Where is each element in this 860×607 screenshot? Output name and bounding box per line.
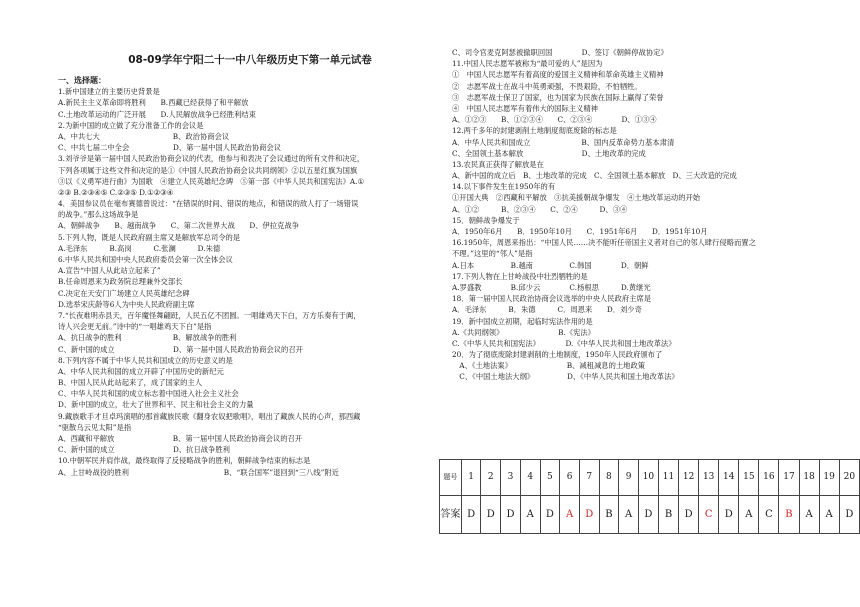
- answer-cell: D: [481, 496, 501, 534]
- right-text-line: 19．新中国成立初期，起临时宪法作用的是: [452, 316, 593, 326]
- question-number-cell: 8: [599, 460, 619, 496]
- left-text-line: A、抗日战争的胜利 B、解放战争的胜利: [58, 333, 237, 343]
- answer-cell: D: [839, 496, 859, 534]
- left-text-line: 一、选择题：: [58, 76, 106, 85]
- right-text-line: A．毛泽东 B．朱德 C．周恩来 D．刘少奇: [452, 305, 642, 315]
- left-text-line: 4．美国参议员在毫布赛德曾说过：“在错误的时间、错误的地点，和错误的敌人打了一场错误: [58, 199, 359, 209]
- right-text-line: A.日本 B.越南 C.韩国 D．朝鲜: [452, 260, 649, 270]
- left-text-line: C、中共七届二中全会 D、第一届中国人民政治协商会议: [58, 143, 282, 153]
- left-text-line: 下列各项属于这些文件和决定的是①《中国人民政治协商会议共同纲领》②以五星红旗为国旗: [58, 165, 358, 175]
- question-number-cell: 19: [819, 460, 839, 496]
- left-text-line: 3.刘爷爷是第一届中国人民政治协商会议的代表，他参与和表决了会议通过的所有文件和决定，: [58, 154, 365, 164]
- answer-cell: D: [501, 496, 521, 534]
- answer-cell: B: [658, 496, 678, 534]
- question-number-cell: 13: [699, 460, 719, 496]
- question-number-cell: 7: [579, 460, 599, 496]
- exam-title: 08-09学年宁阳二十一中八年级历史下第一单元试卷: [128, 54, 372, 66]
- left-text-line: A、西藏和平解放 B、第一届中国人民政治协商会议的召开: [58, 434, 303, 443]
- answer-value-row: [440, 496, 860, 534]
- right-text-line: 12.两千多年的封建剥削土地制度彻底废除的标志是: [452, 126, 617, 136]
- right-text-line: A．中华人民共和国成立 B、国内反革命势力基本肃清: [452, 137, 675, 147]
- answer-cell: D: [540, 496, 560, 534]
- left-text-line: 9.藏族歌手才旦卓玛演唱的那首藏族民歌《翻身农奴把歌唱》，唱出了藏族人民的心声，那西藏: [58, 411, 361, 421]
- answer-cell: A: [739, 496, 759, 534]
- right-text-line: C、司令官麦克阿瑟被撤职回国 D、签订《朝鲜停战协定》: [452, 48, 668, 57]
- right-text-line: ③ 志愿军战士保卫了国家，也为国家为民族在国际上赢得了荣誉: [452, 92, 664, 102]
- left-text-line: A、中华人民共和国的成立开辟了中国历史的新纪元: [58, 366, 224, 376]
- left-text-line: ③以《义勇军进行曲》为国歌 ④建立人民英雄纪念碑 ⑤第一部《中华人民共和国宪法》A.①: [58, 176, 365, 186]
- left-text-line: C、新中国的成立 D、第一届中国人民政治协商会议的召开: [58, 344, 303, 354]
- question-number-cell: 4: [520, 460, 540, 496]
- left-text-line: 1.新中国建立的主要历史背景是: [58, 87, 160, 97]
- question-number-cell: 11: [658, 460, 678, 496]
- answer-cell: D: [719, 496, 739, 534]
- answer-cell: D: [638, 496, 658, 534]
- question-number-cell: 14: [719, 460, 739, 496]
- answer-cell: A: [520, 496, 540, 534]
- left-text-line: 5.下列人物，既是人民政府副主席又是解放军总司令的是: [58, 232, 241, 242]
- answer-cell: C: [759, 496, 779, 534]
- left-text-line: C.土地改革运动的广泛开展 D.人民解放战争已经胜利结束: [58, 109, 256, 119]
- left-text-line: A、中共七大 B、政治协商会议: [58, 131, 230, 141]
- left-text-line: A、上甘岭战役的胜利 B、“联合国军”退回到“三八线”附近: [58, 467, 339, 477]
- question-number-cell: 20: [839, 460, 859, 496]
- left-text-line: 8.下列内容不属于中华人民共和国成立的历史意义的是: [58, 355, 233, 365]
- question-number-cell: 6: [560, 460, 580, 496]
- left-text-line: A.毛泽东 B.高岗 C.张澜 D.朱德: [58, 243, 221, 253]
- right-text-line: 13.农民真正获得了解放是在: [452, 159, 544, 169]
- left-text-line: 诗人兴会更无前。”诗中的“一唱雄鸡天下白”是指: [58, 322, 212, 332]
- answer-header: 答案: [440, 496, 462, 534]
- question-number-cell: 3: [501, 460, 521, 496]
- answer-cell: A: [799, 496, 819, 534]
- right-text-line: C、全国领土基本解放 D、土地改革的完成: [452, 148, 646, 158]
- left-text-line: B.任命周恩来为政务院总理兼外交部长: [58, 277, 183, 287]
- right-text-line: A．1950年6月 B．1950年10月 C．1951年6月 D．1951年10月: [452, 227, 708, 236]
- left-text-line: 7.“长夜难明赤县天，百年魔怪舞翩跹，人民五亿不团圆。一唱雄鸡天下白，万方乐奏有于阗，: [58, 310, 361, 320]
- right-text-line: A、①②③ B、①②③④ C、②③④ D、①③④: [452, 115, 657, 125]
- left-text-line: C.决定在天安门广场建立人民英雄纪念碑: [58, 288, 190, 298]
- answer-cell: A: [619, 496, 639, 534]
- right-text-line: A、新中国的成立后 B、土地改革的完成 C、全国领土基本解放 D、三大改造的完成: [452, 171, 737, 181]
- answer-cell: A: [819, 496, 839, 534]
- left-text-line: D、新中国的成立，壮大了世界和平、民主和社会主义的力量: [58, 400, 254, 410]
- right-column: [452, 47, 822, 383]
- left-text-line: 2.为新中国的成立做了充分准备工作的会议是: [58, 120, 204, 130]
- question-number-cell: 10: [638, 460, 658, 496]
- answer-cell: A: [560, 496, 580, 534]
- right-text-line: A、《土地法案》 B、减租减息的土地政策: [452, 361, 646, 371]
- right-text-line: A、①② B、②③④ C、②④ D、③④: [452, 204, 628, 214]
- left-text-line: “驱散乌云见太阳”是指: [58, 422, 132, 432]
- question-number-cell: 1: [461, 460, 481, 496]
- question-number-cell: 9: [619, 460, 639, 496]
- left-text-line: A.宣告“中国人从此站立起来了”: [58, 266, 161, 276]
- answer-cell: B: [779, 496, 799, 534]
- left-text-line: A、朝鲜战争 B、越南战争 C、第二次世界大战 D、伊拉克战争: [58, 221, 299, 231]
- number-header: 题号: [440, 460, 462, 496]
- question-number-cell: 18: [799, 460, 819, 496]
- left-text-line: B、中国人民从此站起来了，成了国家的主人: [58, 378, 203, 388]
- answer-number-row: [440, 460, 860, 496]
- left-text-line: 6.中华人民共和国中央人民政府委员会第一次全体会议: [58, 255, 233, 264]
- left-text-line: C、中华人民共和国的成立标志着中国进入社会主义社会: [58, 389, 239, 399]
- right-text-line: ① 中国人民志愿军有着高度的爱国主义精神和革命英雄主义精神: [452, 70, 664, 80]
- right-text-line: A.罗盛教 B.邱少云 C.杨根思 D.黄继光: [452, 282, 651, 292]
- right-text-line: 14.以下事件发生在1950年的有: [452, 182, 556, 192]
- answer-cell: D: [679, 496, 699, 534]
- answer-cell: D: [579, 496, 599, 534]
- right-text-line: 15．朝鲜战争爆发于: [452, 215, 520, 225]
- right-text-line: 不理。”这里的“邻人”是指: [452, 249, 533, 259]
- right-text-line: 20．为了彻底废除封建剥削的土地制度，1950年人民政府颁布了: [452, 350, 663, 360]
- left-text-line: D.选举宋庆龄等6人为中央人民政府副主席: [58, 299, 195, 309]
- question-number-cell: 12: [679, 460, 699, 496]
- right-text-line: 18．第一届中国人民政治协商会议选举的中央人民政府主席是: [452, 294, 652, 304]
- question-number-cell: 15: [739, 460, 759, 496]
- left-text-line: C、新中国的成立 D、抗日战争胜利: [58, 445, 230, 455]
- left-text-line: A.新民主主义革命即将胜利 B.西藏已经获得了和平解放: [58, 98, 249, 108]
- right-text-line: 17.下列人物在上甘岭战役中壮烈牺牲的是: [452, 271, 588, 281]
- question-number-cell: 16: [759, 460, 779, 496]
- question-number-cell: 17: [779, 460, 799, 496]
- right-text-line: C.《中华人民共和国宪法》 D.《中华人民共和国土地改革法》: [452, 338, 676, 348]
- right-text-line: ② 志愿军战士在战斗中英勇顽强，不畏艰险，不怕牺牲。: [452, 81, 642, 91]
- answer-cell: D: [461, 496, 481, 534]
- right-text-line: A.《共同纲领》 B.《宪法》: [452, 327, 595, 337]
- question-number-cell: 5: [540, 460, 560, 496]
- left-text-line: 的战争。”那么这场战争是: [58, 210, 139, 220]
- answer-table: [439, 459, 860, 534]
- right-text-line: C、《中国土地法大纲》 D、《中华人民共和国土地改革法》: [452, 372, 679, 382]
- answer-cell: C: [699, 496, 719, 534]
- right-text-line: ④ 中国人民志愿军有着伟大的国际主义精神: [452, 103, 598, 113]
- right-text-line: 16.1950年，周恩来指出：“中国人民……决不能听任帝国主义者对自己的邻人肆行侵略而置之: [452, 238, 756, 248]
- right-text-line: 11.中国人民志愿军被称为“最可爱的人”是因为: [452, 59, 603, 69]
- answer-cell: B: [599, 496, 619, 534]
- left-text-line: 10.中朝军民并肩作战，最终取得了反侵略战争的胜利，朝鲜战争结束的标志是: [58, 456, 311, 466]
- right-text-line: ①开国大典 ②西藏和平解放 ③抗美援朝战争爆发 ④土地改革运动的开始: [452, 193, 701, 203]
- left-text-line: ②③ B.②③④⑤ C.②③⑤ D.①②③④: [58, 187, 174, 197]
- left-column: [58, 75, 438, 478]
- question-number-cell: 2: [481, 460, 501, 496]
